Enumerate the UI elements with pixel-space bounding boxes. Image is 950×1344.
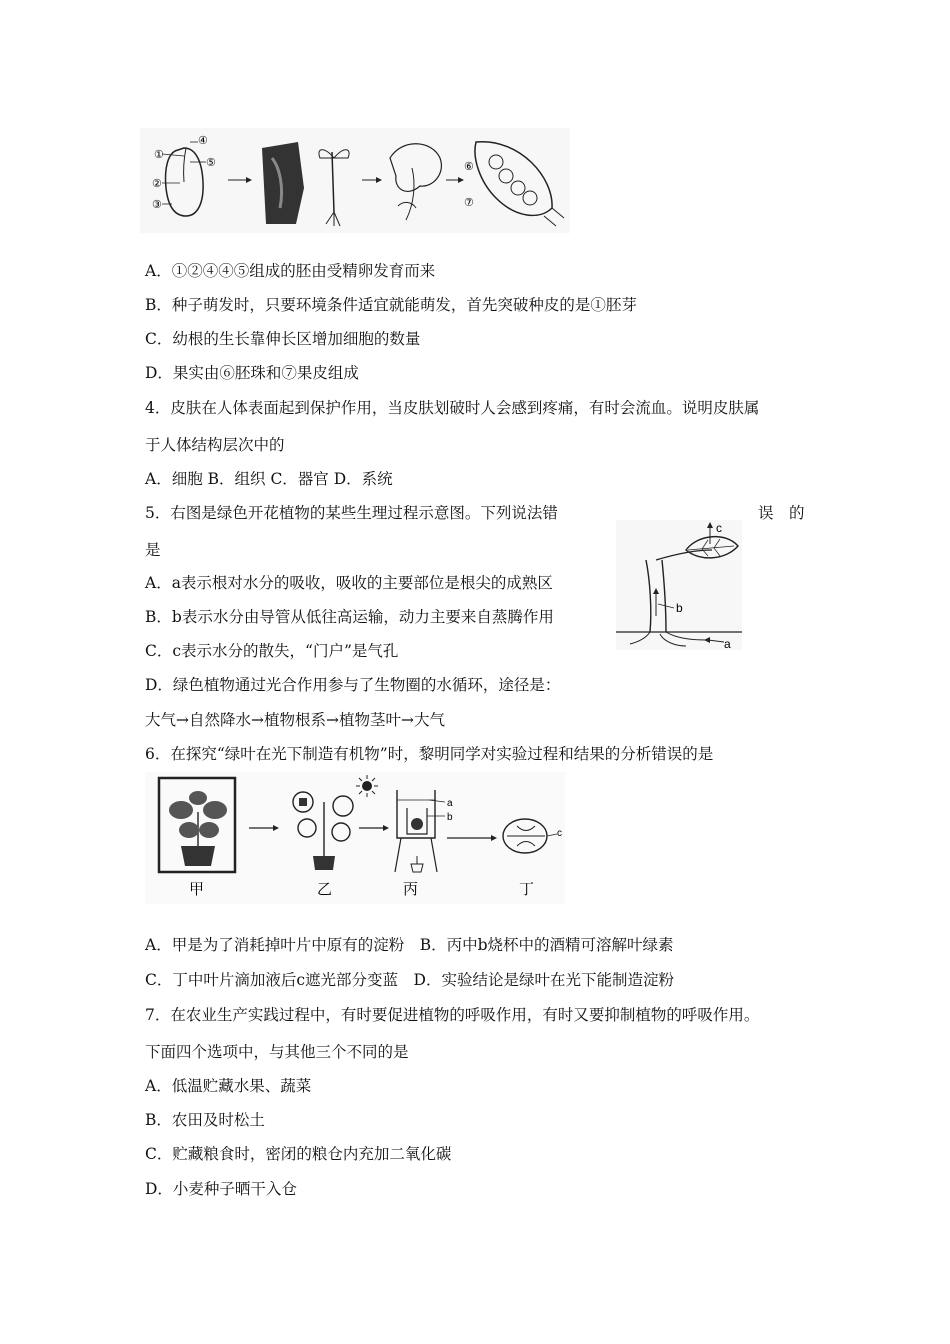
q7-stem-line2: 下面四个选项中，与其他三个不同的是 <box>145 1043 409 1061</box>
q7-option-b: B．农田及时松土 <box>145 1111 265 1129</box>
q5-stem-right: 误 的 <box>758 504 805 522</box>
q7-option-a: A．低温贮藏水果、蔬菜 <box>145 1077 312 1095</box>
q5-stem-line2: 是 <box>145 541 161 559</box>
q3-option-b: B．种子萌发时，只要环境条件适宜就能萌发，首先突破种皮的是①胚芽 <box>145 296 637 314</box>
q7-option-c: C．贮藏粮食时，密闭的粮仓内充加二氧化碳 <box>145 1145 452 1163</box>
label-4: ④ <box>198 134 208 147</box>
label-b: b <box>676 601 683 615</box>
q3-option-a: A．①②④④⑤组成的胚由受精卵发育而来 <box>145 262 436 280</box>
label-bing: 丙 <box>403 880 419 898</box>
photosynthesis-experiment-figure <box>145 772 565 904</box>
seed-development-figure <box>140 128 570 233</box>
plant-transport-figure <box>616 520 742 650</box>
label-c-leaf: c <box>557 828 562 839</box>
q4-stem-line1: 4．皮肤在人体表面起到保护作用，当皮肤划破时人会感到疼痛，有时会流血。说明皮肤属 <box>145 399 760 417</box>
label-yi: 乙 <box>317 880 333 898</box>
q5-stem-left: 5．右图是绿色开花植物的某些生理过程示意图。下列说法错 <box>145 504 558 522</box>
label-a-beaker: a <box>447 798 453 809</box>
q6-options-ab: A．甲是为了消耗掉叶片中原有的淀粉 B．丙中b烧杯中的酒精可溶解叶绿素 <box>145 936 674 954</box>
label-5: ⑤ <box>206 156 216 169</box>
q5-option-d: D．绿色植物通过光合作用参与了生物圈的水循环，途径是： <box>145 676 561 694</box>
q4-options: A．细胞 B．组织 C．器官 D．系统 <box>145 470 393 488</box>
q6-stem: 6．在探究“绿叶在光下制造有机物”时，黎明同学对实验过程和结果的分析错误的是 <box>145 745 714 763</box>
q3-option-c: C．幼根的生长靠伸长区增加细胞的数量 <box>145 330 421 348</box>
label-3: ③ <box>152 198 162 211</box>
label-1: ① <box>154 148 164 161</box>
label-a: a <box>724 637 731 650</box>
label-ding: 丁 <box>519 880 535 898</box>
q5-option-d-path: 大气→自然降水→植物根系→植物茎叶→大气 <box>145 711 445 729</box>
label-b-beaker: b <box>447 812 453 823</box>
label-2: ② <box>152 177 162 190</box>
q5-option-a: A．a表示根对水分的吸收，吸收的主要部位是根尖的成熟区 <box>145 574 553 592</box>
label-c: c <box>716 521 722 535</box>
q4-stem-line2: 于人体结构层次中的 <box>145 436 285 454</box>
q6-options-cd: C．丁中叶片滴加液后c遮光部分变蓝 D．实验结论是绿叶在光下能制造淀粉 <box>145 971 674 989</box>
q5-option-c: C．c表示水分的散失，“门户”是气孔 <box>145 642 399 660</box>
q7-option-d: D．小麦种子晒干入仓 <box>145 1180 297 1198</box>
label-6: ⑥ <box>464 160 474 173</box>
label-7: ⑦ <box>464 196 474 209</box>
label-jia: 甲 <box>189 880 205 898</box>
q7-stem-line1: 7．在农业生产实践过程中，有时要促进植物的呼吸作用，有时又要抑制植物的呼吸作用。 <box>145 1006 760 1024</box>
q3-option-d: D．果实由⑥胚珠和⑦果皮组成 <box>145 364 359 382</box>
q5-option-b: B．b表示水分由导管从低往高运输，动力主要来自蒸腾作用 <box>145 608 554 626</box>
